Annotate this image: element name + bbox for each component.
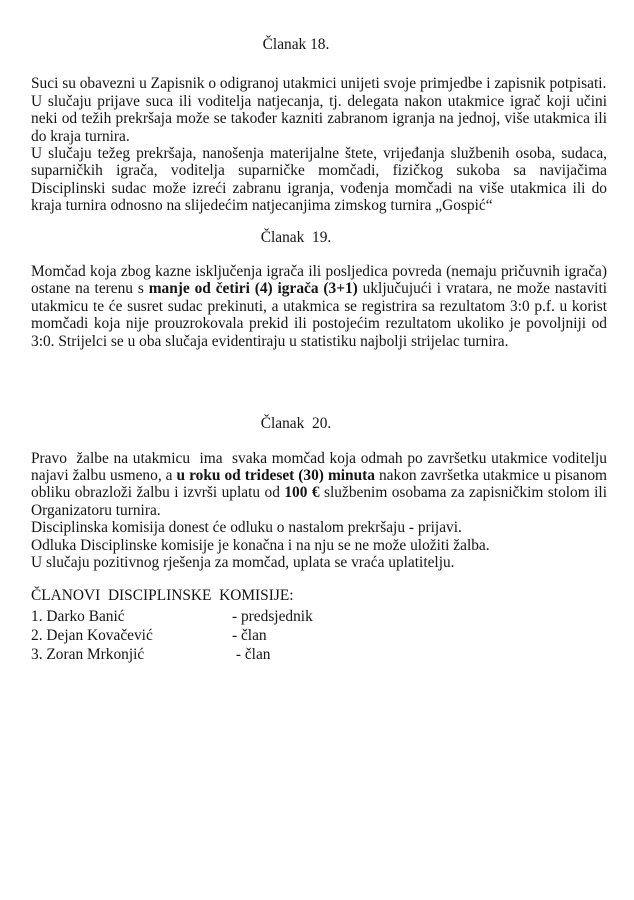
member-name: 3. Zoran Mrkonjić xyxy=(31,645,145,663)
committee-member-row xyxy=(31,626,607,645)
article-18-section xyxy=(31,36,611,215)
article-20-body xyxy=(31,449,611,572)
paragraph: Odluka Disciplinske komisije je konačna i na nju se ne može uložiti žalba. xyxy=(31,536,490,554)
member-name: 2. Dejan Kovačević xyxy=(31,626,153,644)
paragraph: Suci su obavezni u Zapisnik o odigranoj utakmici unijeti svoje primjedbe i zapisnik potpisati. xyxy=(31,75,607,93)
member-role: - član xyxy=(232,645,271,663)
article-20-section xyxy=(31,415,611,571)
paragraph: U slučaju prijave suca ili voditelja natjecanja, tj. delegata nakon utakmice igrač koji učini neki od težih prekršaja može se također kazniti zabranom igranja na jednoj, više utakmica ili do kraja turnira. xyxy=(31,92,611,145)
paragraph: Pravo žalbe na utakmicu ima svaka momčad koja odmah po završetku utakmice voditelju najavi žalbu usmeno, a u roku od trideset (30) minuta nakon završetka utakmice u pisanom obliku obrazloži žalbu i izvrši uplatu od 100 € službenim osobama za zapisničkim stolom ili Organizatoru turnira. xyxy=(31,449,611,519)
member-role: - predsjednik xyxy=(232,607,313,625)
paragraph: U slučaju pozitivnog rješenja za momčad, uplata se vraća uplatitelju. xyxy=(31,553,455,571)
paragraph: Disciplinska komisija donest će odluku o nastalom prekršaju - prijavi. xyxy=(31,519,462,537)
member-role: - član xyxy=(232,626,267,644)
article-18-body xyxy=(31,75,611,215)
article-20-heading: Članak 20. xyxy=(260,415,332,433)
committee-members xyxy=(31,607,607,664)
article-19-heading: Članak 19. xyxy=(260,228,332,246)
committee-member-row xyxy=(31,607,607,626)
article-18-heading: Članak 18. xyxy=(262,36,330,53)
member-name: 1. Darko Banić xyxy=(31,607,125,625)
committee-title: ČLANOVI DISCIPLINSKE KOMISIJE: xyxy=(31,587,294,605)
paragraph: U slučaju težeg prekršaja, nanošenja materijalne štete, vrijeđanja službenih osoba, sudaca, suparničkih igrača, voditelja suparničke momčadi, fizičkog sukoba sa navijačima Disciplinski sudac može izreći zabranu igranja, vođenja momčadi na više utakmica ili do kraja turnira odnosno na slijedećim natjecanjima zimskog turnira „Gospić“ xyxy=(31,145,611,215)
committee-member-row xyxy=(31,645,607,664)
paragraph: Momčad koja zbog kazne isključenja igrača ili posljedica povreda (nemaju pričuvnih igrača) ostane na terenu s manje od četiri (4) igrača (3+1) uključujući i vratara, ne može nastaviti utakmicu te će susret sudac prekinuti, a utakmica se registrira sa rezultatom 3:0 p.f. u korist momčadi koja nije prouzrokovala prekid ili postojećim rezultatom ukoliko je povoljniji od 3:0. Strijelci se u oba slučaja evidentiraju u statistiku najbolji strijelac turnira. xyxy=(31,263,611,350)
article-19-section xyxy=(31,228,611,350)
article-19-body xyxy=(31,263,611,350)
committee-section xyxy=(31,587,607,663)
